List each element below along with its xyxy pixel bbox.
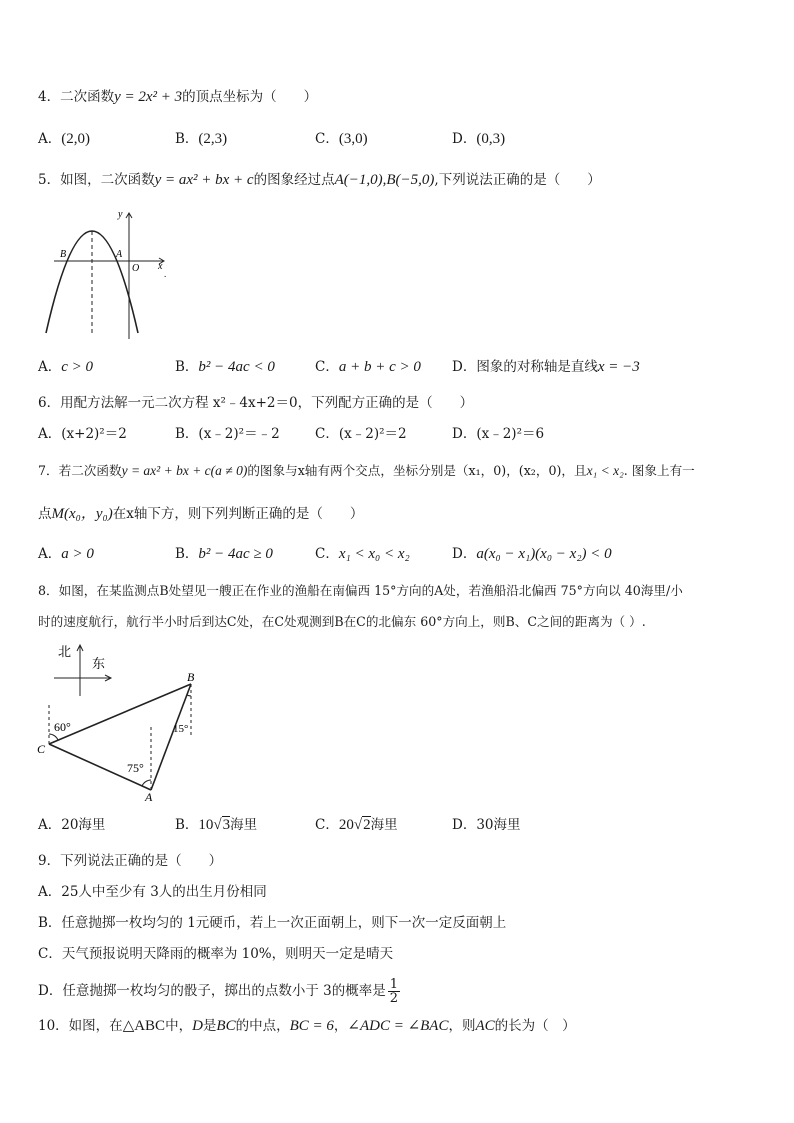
q7-option-a: A．a > 0 [38, 546, 94, 562]
question-8-stem-line2: 时的速度航行，航行半小时后到达C处，在C处观测到B在C的北偏东 60°方向上，则B、C之间的距离为（ ）. [38, 614, 646, 629]
q6-option-a: A．(x+2)²＝2 [38, 426, 127, 442]
q8-label-angle-b: 15° [173, 723, 189, 735]
q9-option-b: B．任意抛掷一枚均匀的 1元硬币，若上一次正面朝上，则下一次一定反面朝上 [38, 915, 507, 931]
q8-label-angle-c: 60° [54, 720, 71, 734]
q5-label-y: y [118, 209, 123, 220]
q7-function: y = ax² + bx + c(a ≠ 0) [121, 463, 248, 478]
q8-option-c: C．20√2海里 [315, 817, 398, 833]
q8-option-d: D．30海里 [452, 817, 521, 833]
question-4-stem [38, 88, 317, 106]
q5-parabola-graph [38, 205, 178, 340]
q4-option-b: B．(2,3) [175, 131, 228, 147]
q5-option-a: A．c > 0 [38, 359, 94, 375]
q8-option-b: B．10√3海里 [175, 817, 258, 833]
q5-label-x: x [158, 261, 163, 272]
q9-option-a: A．25人中至少有 3人的出生月份相同 [38, 884, 267, 900]
q8-option-a: A．20海里 [38, 817, 106, 833]
q5-option-b: B．b² − 4ac < 0 [175, 359, 275, 375]
question-9-stem: 9．下列说法正确的是（ ） [38, 853, 223, 869]
q6-option-b: B．(x﹣2)²＝﹣2 [175, 426, 280, 442]
q5-label-a: A [116, 249, 123, 260]
q4-stem-end: 的顶点坐标为（ ） [182, 89, 318, 105]
q5-function: y = ax² + bx + c [154, 172, 254, 188]
question-8-stem-line1: 8．如图，在某监测点B处望见一艘正在作业的渔船在南偏西 15°方向的A处，若渔船沿北偏西 75°方向以 40海里/小 [38, 583, 683, 598]
question-6-stem: 6．用配方法解一元二次方程 x²﹣4x+2＝0，下列配方正确的是（ ） [38, 395, 474, 411]
q9-option-c: C．天气预报说明天降雨的概率为 10%，则明天一定是晴天 [38, 946, 394, 962]
q5-option-d: D．图象的对称轴是直线x = −3 [452, 359, 640, 375]
q8-label-c: C [37, 742, 46, 756]
question-10-stem: 10．如图，在△ABC中，D是BC的中点，BC = 6，∠ADC = ∠BAC，则AC的长为（ ） [38, 1018, 576, 1034]
q7-option-c: C．x₁ < x₀ < x₂ [315, 546, 410, 562]
q5-label-b: B [60, 249, 67, 260]
q8-navigation-figure [34, 640, 214, 802]
q8-side-ab [151, 684, 191, 790]
question-7-stem: 7．若二次函数y = ax² + bx + c(a ≠ 0)的图象与x轴有两个交点，坐标分别是（x₁，0)，(x₂，0)，且x₁ < x₂. 图象上有一 [38, 463, 695, 478]
q4-option-a: A．(2,0) [38, 131, 90, 147]
q5-option-c: C．a + b + c > 0 [315, 359, 421, 375]
q8-arc-c [49, 734, 58, 740]
q7-option-b: B．b² − 4ac ≥ 0 [175, 546, 273, 562]
q7-condition: x₁ < x₂ [586, 463, 624, 478]
q7-point-m: M(x₀，y₀) [51, 506, 113, 522]
q8-label-angle-a: 75° [127, 761, 144, 775]
q4-option-c: C．(3,0) [315, 131, 368, 147]
q5-label-period: . [164, 269, 167, 279]
question-7-stem-line2: 点M(x₀，y₀)在x轴下方，则下列判断正确的是（ ） [38, 506, 364, 522]
q9-option-d: D．任意抛掷一枚均匀的骰子，掷出的点数小于 3的概率是 $\frac{1}{2}$ [38, 977, 398, 1006]
q8-label-b: B [187, 670, 195, 684]
q8-side-cb [49, 684, 191, 744]
q8-label-east: 东 [92, 657, 106, 672]
q6-option-d: D．(x﹣2)²＝6 [452, 426, 545, 442]
q8-arc-a [142, 780, 151, 786]
q5-label-o: O [132, 263, 140, 274]
q4-function: y = 2x² + 3 [114, 89, 183, 105]
question-5-stem: 5．如图，二次函数y = ax² + bx + c的图象经过点A(−1,0),B(−5,0),下列说法正确的是（ ） [38, 172, 601, 188]
q6-option-c: C．(x﹣2)²＝2 [315, 426, 407, 442]
q7-option-d: D．a(x₀ − x₁)(x₀ − x₂) < 0 [452, 546, 612, 562]
q4-option-d: D．(0,3) [452, 131, 506, 147]
q9-fraction: $\frac{1}{2}$ [389, 977, 398, 1006]
q8-label-a: A [145, 790, 153, 802]
q4-stem-text: 4．二次函数 [38, 89, 115, 105]
q5-points: A(−1,0),B(−5,0) [334, 172, 435, 188]
q8-arc-b [187, 695, 191, 696]
q8-label-north: 北 [58, 645, 72, 660]
